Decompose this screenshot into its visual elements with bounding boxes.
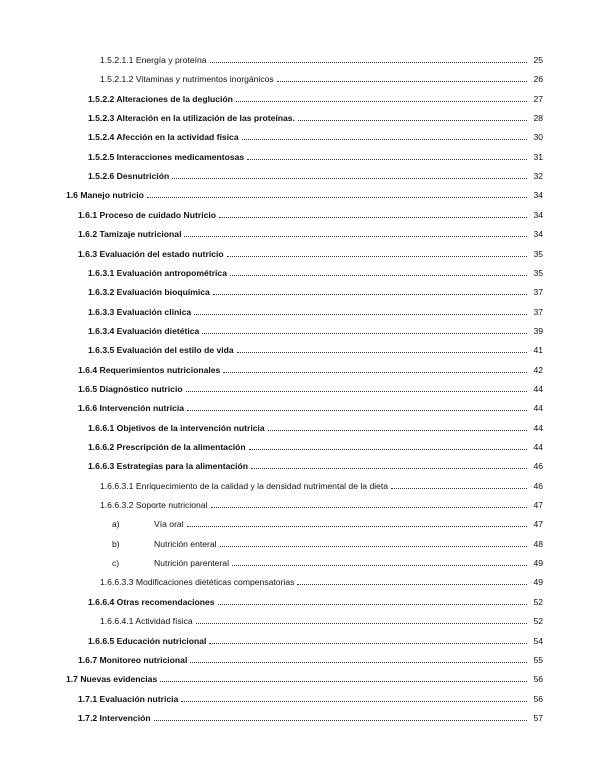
toc-dot-leader — [213, 294, 527, 295]
toc-entry-title: 1.5.2.1.1 Energía y proteína — [100, 55, 207, 65]
toc-entry-page: 27 — [533, 94, 543, 104]
toc-entry-page: 55 — [533, 655, 543, 665]
toc-dot-leader — [154, 720, 527, 721]
toc-entry[interactable] — [100, 478, 543, 492]
toc-entry-page: 46 — [533, 461, 543, 471]
toc-entry-marker: a) — [112, 519, 120, 529]
toc-dot-leader — [298, 120, 527, 121]
toc-dot-leader — [391, 488, 527, 489]
toc-entry-page: 31 — [533, 152, 543, 162]
toc-entry-title: 1.6.3.1 Evaluación antropométrica — [88, 268, 227, 278]
toc-entry[interactable] — [88, 265, 543, 279]
toc-dot-leader — [223, 372, 527, 373]
toc-dot-leader — [147, 197, 527, 198]
toc-entry-page: 49 — [533, 558, 543, 568]
toc-dot-leader — [220, 546, 527, 547]
toc-entry-page: 46 — [533, 481, 543, 491]
toc-dot-leader — [194, 314, 527, 315]
toc-entry-title: 1.5.2.6 Desnutrición — [88, 171, 170, 181]
toc-dot-leader — [249, 449, 527, 450]
toc-entry-page: 48 — [533, 539, 543, 549]
toc-entry-page: 49 — [533, 577, 543, 587]
toc-dot-leader — [268, 430, 527, 431]
toc-entry[interactable] — [88, 323, 543, 337]
toc-entry[interactable] — [78, 246, 543, 260]
toc-entry-page: 26 — [533, 74, 543, 84]
toc-entry-page: 34 — [533, 229, 543, 239]
toc-dot-leader — [181, 701, 527, 702]
toc-entry-title: 1.6.2 Tamizaje nutricional — [78, 229, 182, 239]
toc-entry[interactable] — [88, 91, 543, 105]
toc-entry-title: Nutrición enteral — [154, 539, 217, 549]
toc-entry-title: 1.5.2.1.2 Vitaminas y nutrimentos inorgánicos — [100, 74, 274, 84]
toc-dot-leader — [209, 643, 527, 644]
toc-entry-page: 42 — [533, 365, 543, 375]
toc-dot-leader — [190, 662, 527, 663]
toc-entry-page: 44 — [533, 423, 543, 433]
toc-entry-page: 47 — [533, 519, 543, 529]
toc-dot-leader — [219, 217, 527, 218]
toc-entry[interactable] — [88, 342, 543, 356]
toc-entry-title: 1.6.5 Diagnóstico nutricio — [78, 384, 183, 394]
toc-dot-leader — [237, 352, 527, 353]
toc-entry[interactable] — [66, 187, 543, 201]
toc-entry-page: 54 — [533, 636, 543, 646]
toc-entry-page: 30 — [533, 132, 543, 142]
toc-entry-title: 1.6.3.2 Evaluación bioquímica — [88, 287, 210, 297]
toc-entry-title: 1.6.6.3 Estrategias para la alimentación — [88, 461, 249, 471]
toc-dot-leader — [297, 584, 527, 585]
toc-dot-leader — [186, 391, 527, 392]
toc-dot-leader — [218, 604, 527, 605]
toc-dot-leader — [242, 139, 527, 140]
toc-entry-page: 41 — [533, 345, 543, 355]
toc-entry-page: 34 — [533, 210, 543, 220]
toc-entry-title: 1.6.3 Evaluación del estado nutricio — [78, 249, 224, 259]
toc-entry[interactable] — [112, 536, 543, 550]
toc-entry-title: 1.6.6.4.1 Actividad física — [100, 616, 193, 626]
toc-dot-leader — [184, 236, 527, 237]
toc-dot-leader — [210, 62, 527, 63]
toc-entry-page: 25 — [533, 55, 543, 65]
toc-entry-title: 1.6.6 Intervención nutricia — [78, 403, 185, 413]
toc-entry-page: 28 — [533, 113, 543, 123]
toc-entry-page: 44 — [533, 442, 543, 452]
toc-entry-title: 1.6.6.2 Prescripción de la alimentación — [88, 442, 246, 452]
toc-entry-page: 52 — [533, 597, 543, 607]
toc-dot-leader — [172, 178, 527, 179]
toc-entry[interactable] — [112, 555, 543, 569]
toc-entry-page: 57 — [533, 713, 543, 723]
toc-entry[interactable] — [88, 458, 543, 472]
toc-entry[interactable] — [78, 207, 543, 221]
toc-entry[interactable] — [100, 574, 543, 588]
toc-dot-leader — [247, 159, 527, 160]
toc-entry-title: 1.6.6.5 Educación nutricional — [88, 636, 207, 646]
toc-entry[interactable] — [88, 149, 543, 163]
toc-entry[interactable] — [88, 420, 543, 434]
toc-entry-page: 35 — [533, 268, 543, 278]
toc-dot-leader — [160, 681, 527, 682]
toc-entry[interactable] — [66, 671, 543, 685]
toc-entry-title: Nutrición parenteral — [154, 558, 229, 568]
toc-entry-title: 1.6.6.3.3 Modificaciones dietéticas compensatorias — [100, 577, 295, 587]
toc-entry[interactable] — [78, 691, 543, 705]
toc-dot-leader — [211, 507, 528, 508]
toc-dot-leader — [187, 410, 527, 411]
toc-entry-marker: b) — [112, 539, 120, 549]
toc-entry-page: 37 — [533, 287, 543, 297]
toc-entry-marker: c) — [112, 558, 120, 568]
toc-entry-title: 1.6.6.3.1 Enriquecimiento de la calidad y la densidad nutrimental de la dieta — [100, 481, 389, 491]
toc-entry-page: 37 — [533, 307, 543, 317]
toc-entry-page: 32 — [533, 171, 543, 181]
toc-entry-title: 1.7.1 Evaluación nutricia — [78, 694, 179, 704]
toc-entry[interactable] — [100, 71, 543, 85]
toc-dot-leader — [230, 275, 527, 276]
toc-entry-title: 1.7.2 Intervención — [78, 713, 151, 723]
toc-entry-title: 1.5.2.5 Interacciones medicamentosas — [88, 152, 245, 162]
toc-entry-page: 52 — [533, 616, 543, 626]
toc-entry[interactable] — [78, 381, 543, 395]
toc-dot-leader — [232, 565, 527, 566]
toc-entry[interactable] — [88, 129, 543, 143]
toc-dot-leader — [227, 256, 527, 257]
toc-entry[interactable] — [78, 652, 543, 666]
toc-entry-title: 1.6.3.3 Evaluación clínica — [88, 307, 192, 317]
toc-entry-title: 1.6.4 Requerimientos nutricionales — [78, 365, 221, 375]
toc-entry-title: 1.6.3.5 Evaluación del estilo de vida — [88, 345, 234, 355]
toc-dot-leader — [202, 333, 527, 334]
toc-entry-title: 1.5.2.2 Alteraciones de la deglución — [88, 94, 233, 104]
toc-entry-title: 1.6.7 Monitoreo nutricional — [78, 655, 188, 665]
toc-dot-leader — [187, 526, 527, 527]
toc-entry-page: 44 — [533, 384, 543, 394]
toc-entry[interactable] — [78, 362, 543, 376]
toc-dot-leader — [196, 623, 527, 624]
toc-entry[interactable] — [88, 110, 543, 124]
toc-entry[interactable] — [100, 497, 543, 511]
toc-entry-title: 1.6.1 Proceso de cuidado Nutricio — [78, 210, 217, 220]
toc-entry-title: 1.6.6.4 Otras recomendaciones — [88, 597, 215, 607]
toc-dot-leader — [277, 81, 527, 82]
toc-entry[interactable] — [100, 52, 543, 66]
toc-entry-page: 35 — [533, 249, 543, 259]
toc-entry-page: 47 — [533, 500, 543, 510]
toc-entry-title: 1.6.3.4 Evaluación dietética — [88, 326, 200, 336]
toc-entry[interactable] — [88, 168, 543, 182]
toc-entry[interactable] — [100, 613, 543, 627]
toc-entry[interactable] — [88, 439, 543, 453]
toc-entry[interactable] — [112, 516, 543, 530]
toc-dot-leader — [236, 101, 527, 102]
toc-entry-title: 1.6.6.1 Objetivos de la intervención nutricia — [88, 423, 265, 433]
toc-entry[interactable] — [78, 400, 543, 414]
toc-entry-title: 1.6.6.3.2 Soporte nutricional — [100, 500, 208, 510]
toc-entry-title: 1.6 Manejo nutricio — [66, 190, 144, 200]
toc-entry-page: 44 — [533, 403, 543, 413]
toc-entry[interactable] — [88, 284, 543, 298]
toc-entry-page: 34 — [533, 190, 543, 200]
toc-entry-title: 1.7 Nuevas evidencias — [66, 674, 158, 684]
toc-entry-page: 56 — [533, 694, 543, 704]
toc-dot-leader — [251, 468, 527, 469]
toc-entry-page: 56 — [533, 674, 543, 684]
toc-entry[interactable] — [88, 594, 543, 608]
toc-entry[interactable] — [88, 304, 543, 318]
toc-entry[interactable] — [78, 710, 543, 724]
toc-entry[interactable] — [78, 226, 543, 240]
toc-entry-page: 39 — [533, 326, 543, 336]
toc-entry-title: 1.5.2.4 Afección en la actividad física — [88, 132, 239, 142]
toc-entry-title: 1.5.2.3 Alteración en la utilización de las proteínas. — [88, 113, 295, 123]
toc-entry-title: Vía oral — [154, 519, 184, 529]
toc-entry[interactable] — [88, 633, 543, 647]
